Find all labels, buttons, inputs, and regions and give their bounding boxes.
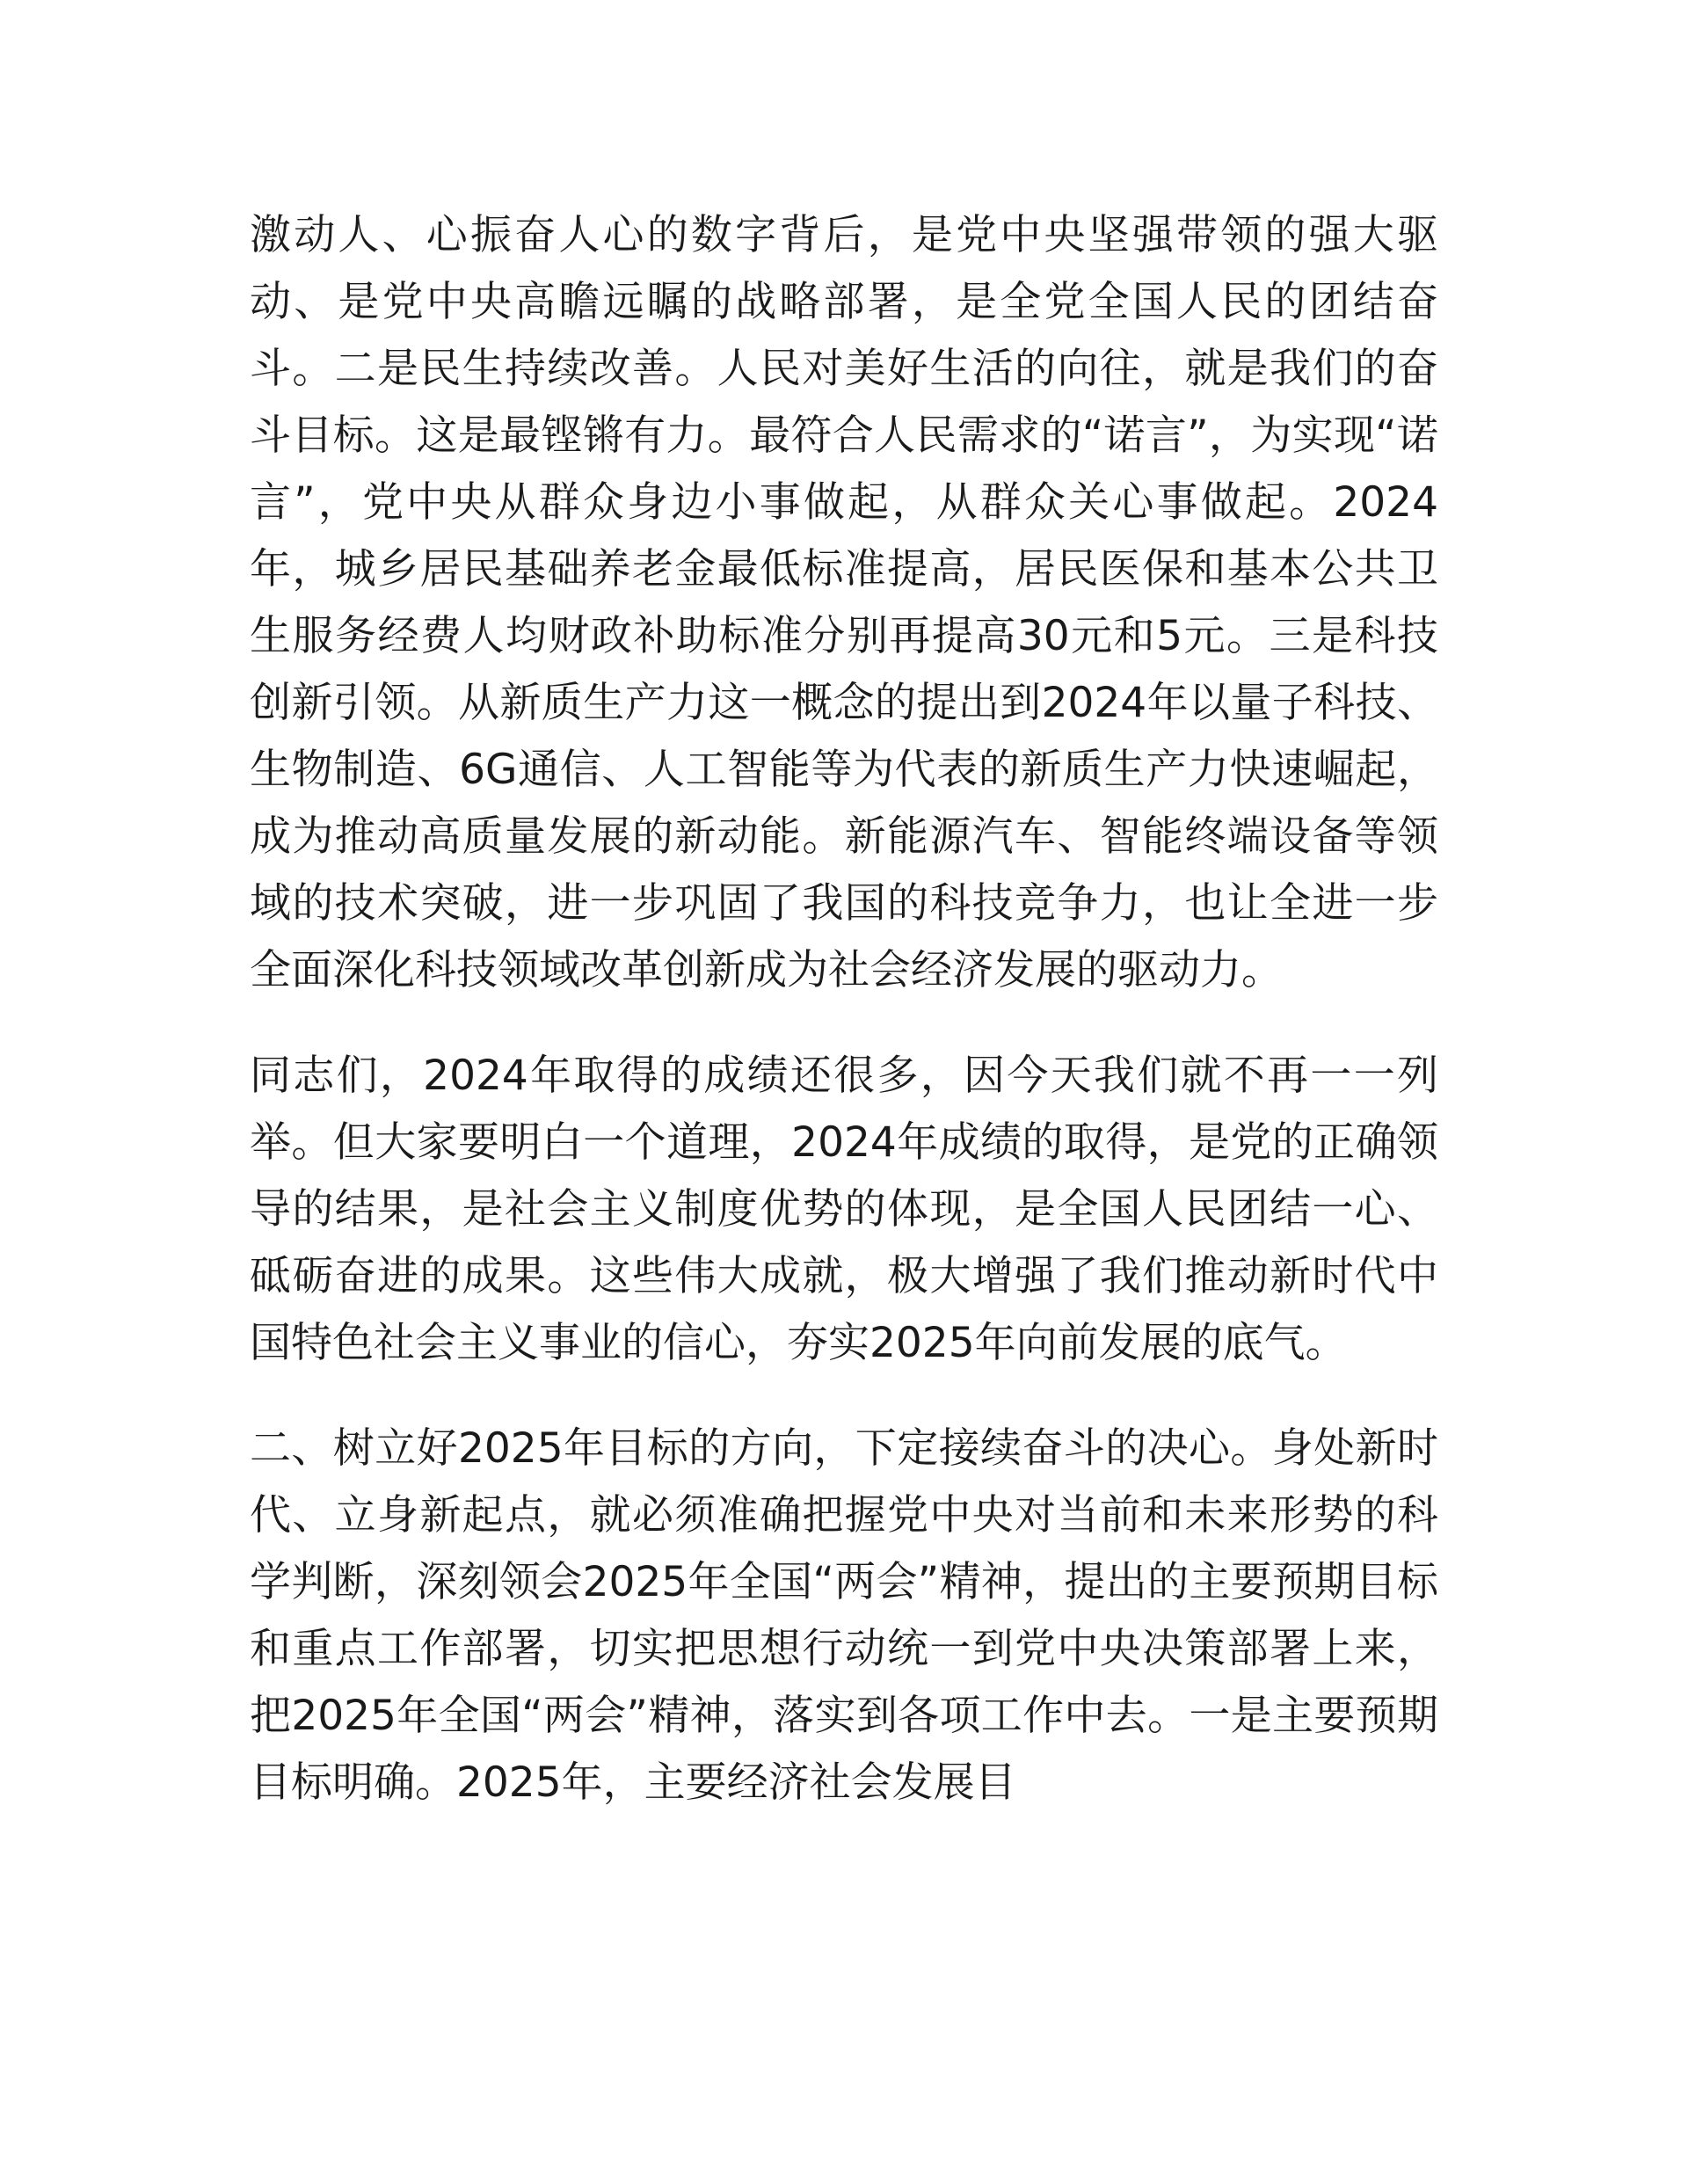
paragraph-2: 同志们，2024年取得的成绩还很多，因今天我们就不再一一列举。但大家要明白一个道理，2024年成绩的取得，是党的正确领导的结果，是社会主义制度优势的体现，是全国人民团结一心、砥砺奋进的成果。这些伟大成就，极大增强了我们推动新时代中国特色社会主义事业的信心，夯实2025年向前发展的底气。 <box>250 1052 1438 1367</box>
document-body <box>250 202 1438 1816</box>
paragraph-1: 激动人、心振奋人心的数字背后，是党中央坚强带领的强大驱动、是党中央高瞻远瞩的战略部署，是全党全国人民的团结奋斗。二是民生持续改善。人民对美好生活的向往，就是我们的奋斗目标。这是最铿锵有力。最符合人民需求的“诺言”，为实现“诺言”，党中央从群众身边小事做起，从群众关心事做起。2024年，城乡居民基础养老金最低标准提高，居民医保和基本公共卫生服务经费人均财政补助标准分别再提高30元和5元。三是科技创新引领。从新质生产力这一概念的提出到2024年以量子科技、生物制造、6G通信、人工智能等为代表的新质生产力快速崛起，成为推动高质量发展的新动能。新能源汽车、智能终端设备等领域的技术突破，进一步巩固了我国的科技竞争力，也让全进一步全面深化科技领域改革创新成为社会经济发展的驱动力。 <box>250 211 1438 994</box>
paragraph-3: 二、树立好2025年目标的方向，下定接续奋斗的决心。身处新时代、立身新起点，就必须准确把握党中央对当前和未来形势的科学判断，深刻领会2025年全国“两会”精神，提出的主要预期目标和重点工作部署，切实把思想行动统一到党中央决策部署上来，把2025年全国“两会”精神，落实到各项工作中去。一是主要预期目标明确。2025年，主要经济社会发展目 <box>250 1424 1438 1807</box>
